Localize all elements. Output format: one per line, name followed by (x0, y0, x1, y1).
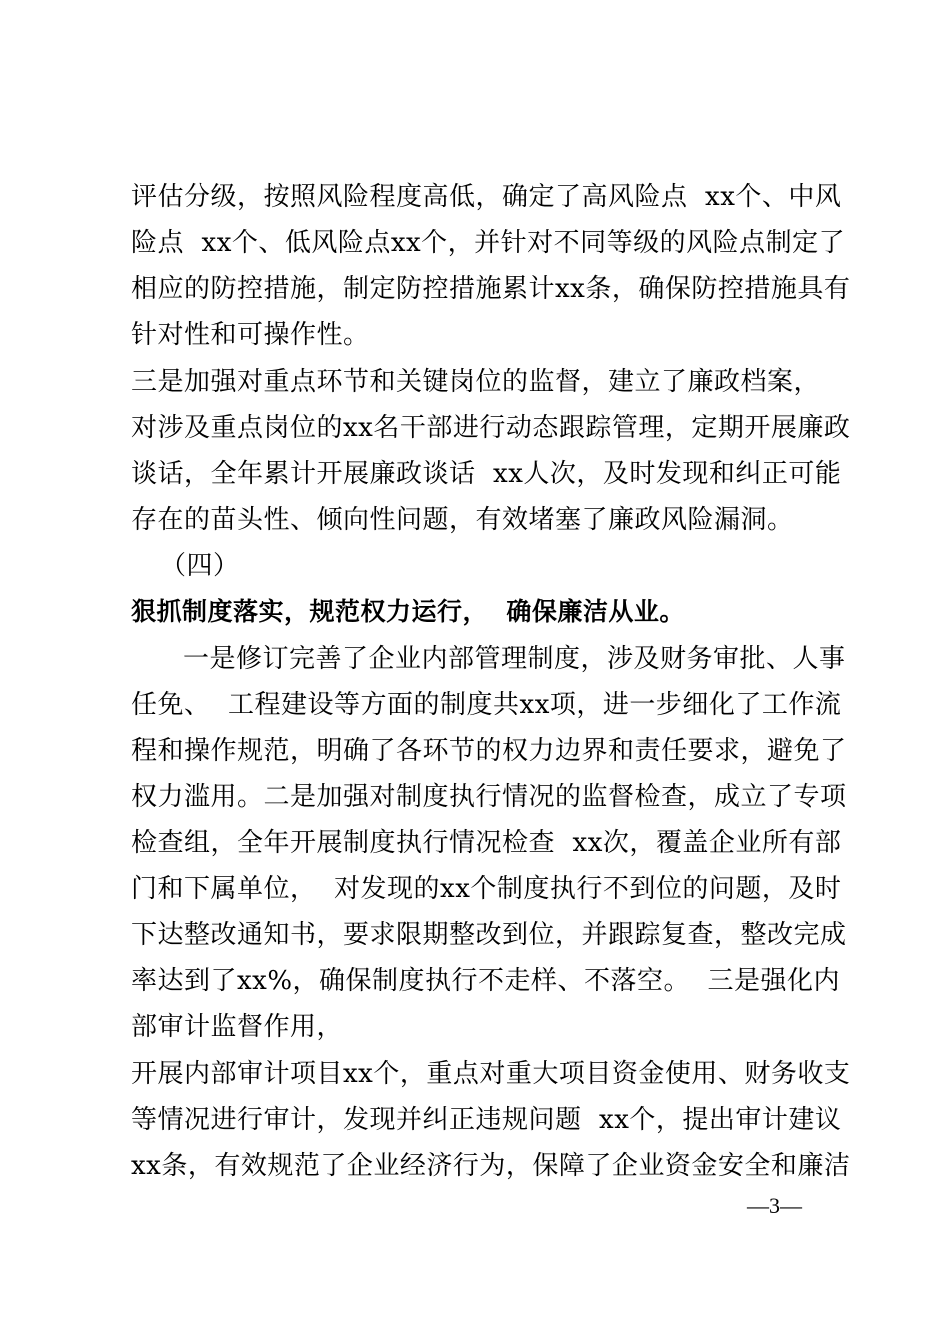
body-line: 存在的苗头性、倾向性问题，有效堵塞了廉政风险漏洞。 (131, 505, 794, 535)
body-line: 开展内部审计项目xx个，重点对重大项目资金使用、财务收支 (131, 1059, 851, 1089)
body-line: 对涉及重点岗位的xx名干部进行动态跟踪管理，定期开展廉政 (131, 413, 851, 443)
body-line: 针对性和可操作性。 (131, 320, 370, 350)
body-line: 任免、 工程建设等方面的制度共xx项，进一步细化了工作流 (131, 690, 842, 720)
body-line: 程和操作规范，明确了各环节的权力边界和责任要求，避免了 (131, 736, 847, 766)
body-line: 门和下属单位， 对发现的xx个制度执行不到位的问题，及时 (131, 874, 842, 904)
body-line: 检查组，全年开展制度执行情况检查 xx次，覆盖企业所有部 (131, 828, 842, 858)
body-line: 部审计监督作用， (131, 1012, 344, 1042)
body-line: 权力滥用。二是加强对制度执行情况的监督检查，成立了专项 (131, 782, 847, 812)
body-line: 一是修订完善了企业内部管理制度，涉及财务审批、人事 (183, 644, 846, 674)
body-line: 相应的防控措施，制定防控措施累计xx条，确保防控措施具有 (131, 274, 851, 304)
body-line: 等情况进行审计，发现并纠正违规问题 xx个，提出审计建议 (131, 1105, 842, 1135)
body-line: 三是加强对重点环节和关键岗位的监督，建立了廉政档案， (131, 367, 821, 397)
page-number: —3— (747, 1193, 802, 1218)
body-line: 率达到了xx%，确保制度执行不走样、不落空。 三是强化内 (131, 966, 841, 996)
body-line: 谈话，全年累计开展廉政谈话 xx人次，及时发现和纠正可能 (131, 459, 842, 489)
body-line: xx条，有效规范了企业经济行为，保障了企业资金安全和廉洁 (131, 1151, 851, 1181)
section-number: （四） (160, 551, 240, 581)
body-line: 评估分级，按照风险程度高低，确定了高风险点 xx个、中风 (131, 182, 842, 212)
body-line: 险点 xx个、低风险点xx个，并针对不同等级的风险点制定了 (131, 228, 846, 258)
section-heading: 狠抓制度落实，规范权力运行， 确保廉洁从业。 (131, 597, 685, 626)
body-line: 下达整改通知书，要求限期整改到位，并跟踪复查，整改完成 (131, 920, 847, 950)
